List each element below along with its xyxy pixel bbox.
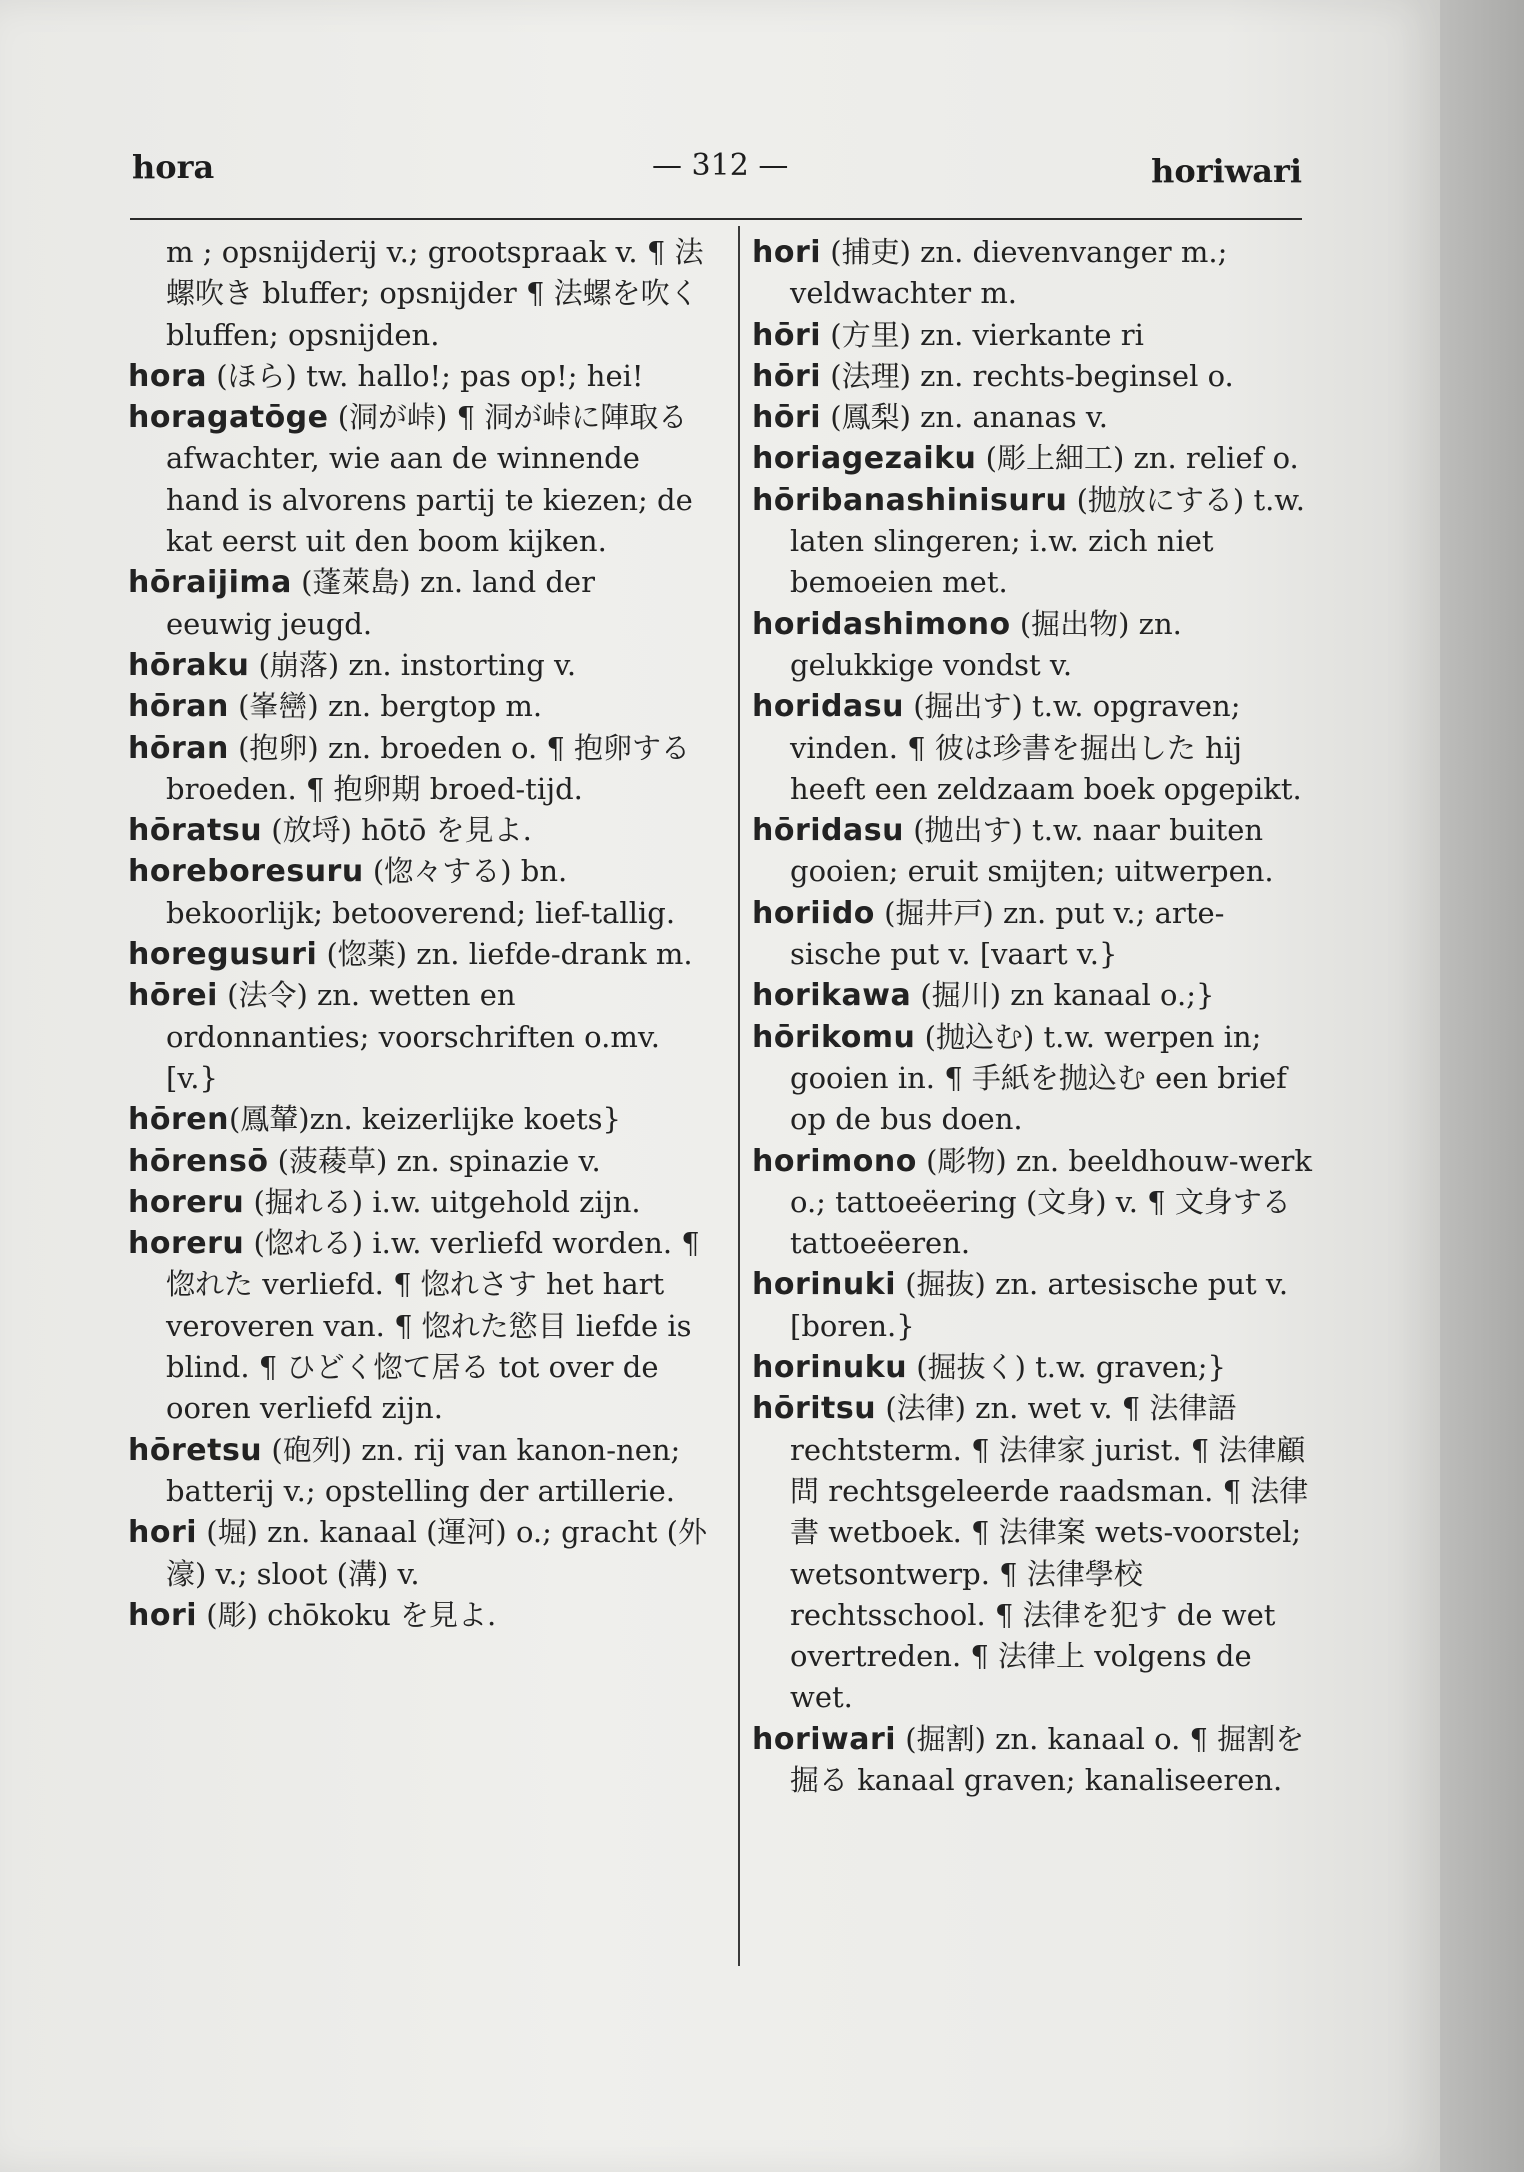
entry-headword: hori [128,1515,198,1551]
dictionary-entry [128,645,708,686]
entry-definition: (掘れる) i.w. uitgehold zijn. [244,1184,641,1219]
entry-headword: hōretsu [128,1432,263,1468]
dictionary-entry [752,438,1312,479]
entry-definition: (抛込む) t.w. werpen in; gooien in. ¶ 手紙を抛込む een brief op de bus doen. [790,1019,1287,1137]
entry-headword: horinuku [752,1350,908,1386]
dictionary-entry [752,604,1312,687]
dictionary-entry [752,356,1312,397]
left-column [128,232,708,1636]
entry-headword: horeru [128,1184,245,1220]
dictionary-entry [752,1347,1312,1388]
dictionary-entry [128,356,708,397]
entry-definition: m ; opsnijderij v.; grootspraak v. ¶ 法螺吹き bluffer; opsnijder ¶ 法螺を吹く bluffen; opsnijden. [166,235,704,352]
entry-definition: (方里) zn. vierkante ri [821,317,1144,352]
entry-definition: (鳳梨) zn. ananas v. [821,400,1108,435]
entry-headword: hōrikomu [752,1019,916,1055]
entry-headword: hōri [752,317,822,353]
entry-headword: hōri [752,358,822,394]
entry-definition: (砲列) zn. rij van kanon-nen; batterij v.; opstelling der artillerie. [166,1432,681,1508]
entry-definition: (掘抜) zn. artesische put v. [boren.} [790,1267,1289,1343]
entry-definition: (洞が峠) ¶ 洞が峠に陣取る afwachter, wie aan de winnende hand is alvorens partij te kiezen; de kat eerst uit den boom kijken. [166,400,693,559]
dictionary-entry [752,893,1312,976]
dictionary-entry [128,1223,708,1429]
entry-definition: (掘井戸) zn. put v.; arte-sische put v. [vaart v.} [790,895,1225,972]
entry-definition: (ほら) tw. hallo!; pas op!; hei! [207,358,644,393]
dictionary-entry [752,1017,1312,1141]
entry-headword: hōran [128,730,229,766]
dictionary-entry [128,851,708,934]
dictionary-entry [128,686,708,727]
entry-definition: (捕吏) zn. dievenvanger m.; veldwachter m. [790,235,1228,311]
entry-definition: (菠薐草) zn. spinazie v. [268,1143,601,1178]
entry-headword: horeboresuru [128,854,364,890]
dictionary-entry [752,397,1312,438]
page-header [132,148,1302,198]
entry-headword: hōribanashinisuru [752,482,1068,518]
right-guide-word: horiwari [1151,152,1302,190]
dictionary-entry [128,975,708,1099]
entry-definition: (崩落) zn. instorting v. [249,647,577,682]
dictionary-entry [752,1264,1312,1347]
dictionary-entry [752,810,1312,893]
dictionary-entry [128,1141,708,1182]
entry-headword: horidashimono [752,606,1011,642]
entry-headword: horiido [752,895,875,931]
entry-headword: hōritsu [752,1391,877,1427]
entry-headword: hori [752,235,822,270]
entry-definition: (堀) zn. kanaal (運河) o.; gracht (外濠) v.; sloot (溝) v. [166,1515,707,1591]
entry-headword: horiagezaiku [752,441,977,477]
dictionary-entry [128,397,708,562]
entry-headword: hora [128,358,208,394]
right-column [752,232,1312,1801]
entry-headword: hōraijima [128,565,292,601]
header-rule [130,218,1302,220]
dictionary-entry [752,1388,1312,1718]
dictionary-entry [128,728,708,811]
entry-headword: horiwari [752,1721,897,1757]
entry-headword: horeru [128,1226,245,1262]
entry-definition: (峯巒) zn. bergtop m. [228,689,543,724]
entry-definition: (放埒) hōtō を見よ. [262,813,532,848]
dictionary-entry [128,1430,708,1513]
dictionary-entry [752,1719,1312,1802]
dictionary-entry [752,975,1312,1016]
entry-definition: (惚れる) i.w. verliefd worden. ¶ 惚れた verliefd. ¶ 惚れさす het hart veroveren van. ¶ 惚れた慾目 liefde is blind. ¶ ひどく惚て居る tot over de ooren verliefd zijn. [166,1226,700,1426]
dictionary-entry [752,1141,1312,1265]
entry-headword: horegusuri [128,937,318,973]
entry-headword: horikawa [752,978,912,1014]
entry-headword: hōri [752,400,822,436]
dictionary-entry [752,686,1312,810]
dictionary-entry [752,232,1312,315]
entry-definition: (彫物) zn. beeldhouw-werk o.; tattoeëering (文身) v. ¶ 文身する tattoeëeren. [790,1143,1312,1261]
page-edge [1440,0,1524,2172]
page-number: — 312 — [652,148,789,183]
entry-headword: hōratsu [128,813,263,849]
entry-definition: (彫) chōkoku を見よ. [197,1597,497,1632]
entry-headword: hōran [128,689,229,725]
entry-definition: (抱卵) zn. broeden o. ¶ 抱卵する broeden. ¶ 抱卵期 broed-tijd. [166,730,691,806]
dictionary-entry [752,480,1312,604]
entry-headword: horimono [752,1143,917,1179]
entry-definition: (掘出物) zn. gelukkige vondst v. [790,606,1182,682]
entry-headword: horidasu [752,689,904,725]
dictionary-entry [128,1512,708,1595]
entry-definition: (掘割) zn. kanaal o. ¶ 掘割を掘る kanaal graven; kanaliseeren. [790,1721,1305,1797]
entry-definition: (鳳輦)zn. keizerlijke koets} [228,1102,621,1137]
dictionary-entry [128,1099,708,1140]
entry-definition: (掘抜く) t.w. graven;} [907,1350,1226,1385]
entry-definition: (惚薬) zn. liefde-drank m. [317,937,693,972]
entry-definition: (法律) zn. wet v. ¶ 法律語 rechtsterm. ¶ 法律家 jurist. ¶ 法律顧問 rechtsgeleerde raadsman. ¶ 法律書 wetboek. ¶ 法律案 wets-voorstel; wetsontwerp. ¶ 法律學校 rechtsschool. ¶ 法律を犯す de wet overtreden. ¶ 法律上 volgens de wet. [790,1391,1309,1715]
dictionary-entry [128,1595,708,1636]
entry-headword: horagatōge [128,400,329,436]
dictionary-entry [128,1182,708,1223]
entry-definition: (法令) zn. wetten en ordonnanties; voorschriften o.mv. [v.} [166,978,661,1095]
entry-headword: hōraku [128,647,250,683]
dictionary-entry [128,810,708,851]
entry-headword: hōridasu [752,813,904,849]
entry-definition: (彫上細工) zn. relief o. [976,441,1299,476]
entry-definition: (抛放にする) t.w. laten slingeren; i.w. zich niet bemoeien met. [790,482,1305,600]
entry-definition: (掘川) zn kanaal o.;} [911,978,1215,1013]
left-guide-word: hora [132,148,215,186]
entry-definition: (惚々する) bn. bekoorlijk; betooverend; lief-tallig. [166,854,676,930]
entry-headword: hōrei [128,978,218,1014]
entry-definition: (法理) zn. rechts-beginsel o. [821,358,1234,393]
dictionary-entry [128,934,708,975]
dictionary-entry [128,562,708,645]
entry-headword: horinuki [752,1267,896,1303]
entry-definition: (蓬萊島) zn. land der eeuwig jeugd. [166,565,595,641]
entry-definition: (掘出す) t.w. opgraven; vinden. ¶ 彼は珍書を掘出した hij heeft een zeldzaam boek opgepikt. [790,689,1302,806]
entry-headword: hori [128,1597,198,1633]
dictionary-entry [128,232,708,356]
entry-headword: hōren [128,1102,229,1138]
entry-definition: (抛出す) t.w. naar buiten gooien; eruit smijten; uitwerpen. [790,813,1274,889]
entry-headword: hōrensō [128,1143,269,1179]
dictionary-entry [752,315,1312,356]
column-divider [738,226,740,1966]
